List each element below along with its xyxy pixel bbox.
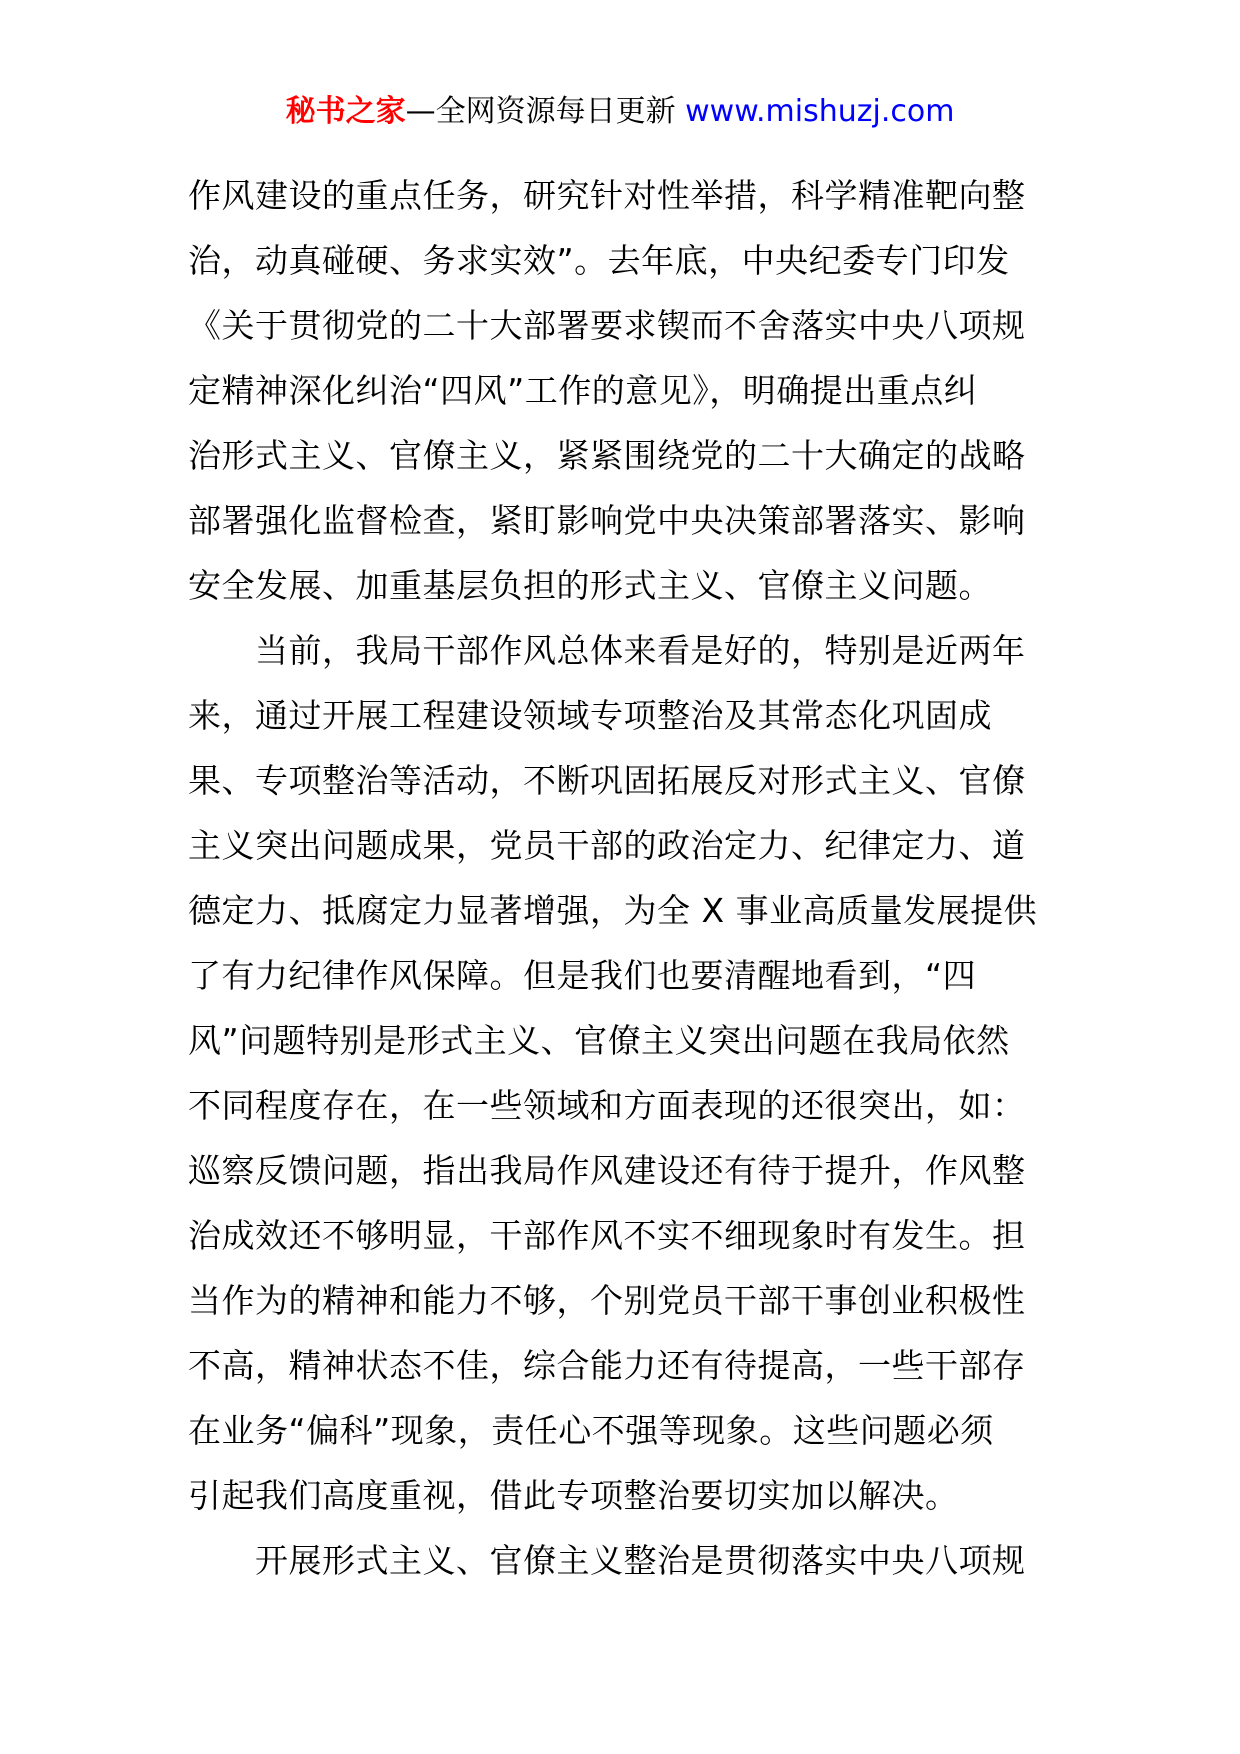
site-header xyxy=(0,92,1240,132)
text-line: 巡察反馈问题，指出我局作风建设还有待于提升，作风整 xyxy=(188,1151,1026,1190)
text-line: 风”问题特别是形式主义、官僚主义突出问题在我局依然 xyxy=(188,1021,1010,1060)
text-line: 不高，精神状态不佳，综合能力还有待提高，一些干部存 xyxy=(188,1346,1026,1385)
text-line: 作风建设的重点任务，研究针对性举措，科学精准靶向整 xyxy=(188,176,1026,215)
text-line: 不同程度存在，在一些领域和方面表现的还很突出，如： xyxy=(188,1086,1026,1125)
text-line: 了有力纪律作风保障。但是我们也要清醒地看到，“四 xyxy=(188,956,977,995)
text-line: 当前，我局干部作风总体来看是好的，特别是近两年 xyxy=(188,631,1026,670)
text-line: 治成效还不够明显，干部作风不实不细现象时有发生。担 xyxy=(188,1216,1026,1255)
text-line: 当作为的精神和能力不够，个别党员干部干事创业积极性 xyxy=(188,1281,1026,1320)
text-line: 治，动真碰硬、务求实效”。去年底，中央纪委专门印发 xyxy=(188,241,1010,280)
text-line: 果、专项整治等活动，不断巩固拓展反对形式主义、官僚 xyxy=(188,761,1026,800)
text-line: 在业务“偏科”现象，责任心不强等现象。这些问题必须 xyxy=(188,1411,994,1450)
text-line: 定精神深化纠治“四风”工作的意见》，明确提出重点纠 xyxy=(188,371,978,410)
text-line: 开展形式主义、官僚主义整治是贯彻落实中央八项规 xyxy=(188,1541,1026,1580)
text-line: 德定力、抵腐定力显著增强，为全 X 事业高质量发展提供 xyxy=(188,891,1038,930)
text-line: 引起我们高度重视，借此专项整治要切实加以解决。 xyxy=(188,1476,959,1515)
document-body xyxy=(188,163,1068,1593)
header-tagline: —全网资源每日更新 xyxy=(405,94,676,129)
text-line: 主义突出问题成果，党员干部的政治定力、纪律定力、道 xyxy=(188,826,1026,865)
text-line: 《关于贯彻党的二十大部署要求锲而不舍落实中央八项规 xyxy=(188,306,1026,345)
text-line: 治形式主义、官僚主义，紧紧围绕党的二十大确定的战略 xyxy=(188,436,1026,475)
text-line: 安全发展、加重基层负担的形式主义、官僚主义问题。 xyxy=(188,566,992,605)
text-line: 来，通过开展工程建设领域专项整治及其常态化巩固成 xyxy=(188,696,992,735)
brand-name: 秘书之家 xyxy=(285,94,406,129)
text-line: 部署强化监督检查，紧盯影响党中央决策部署落实、影响 xyxy=(188,501,1026,540)
website-link[interactable]: www.mishuzj.com xyxy=(685,94,955,129)
